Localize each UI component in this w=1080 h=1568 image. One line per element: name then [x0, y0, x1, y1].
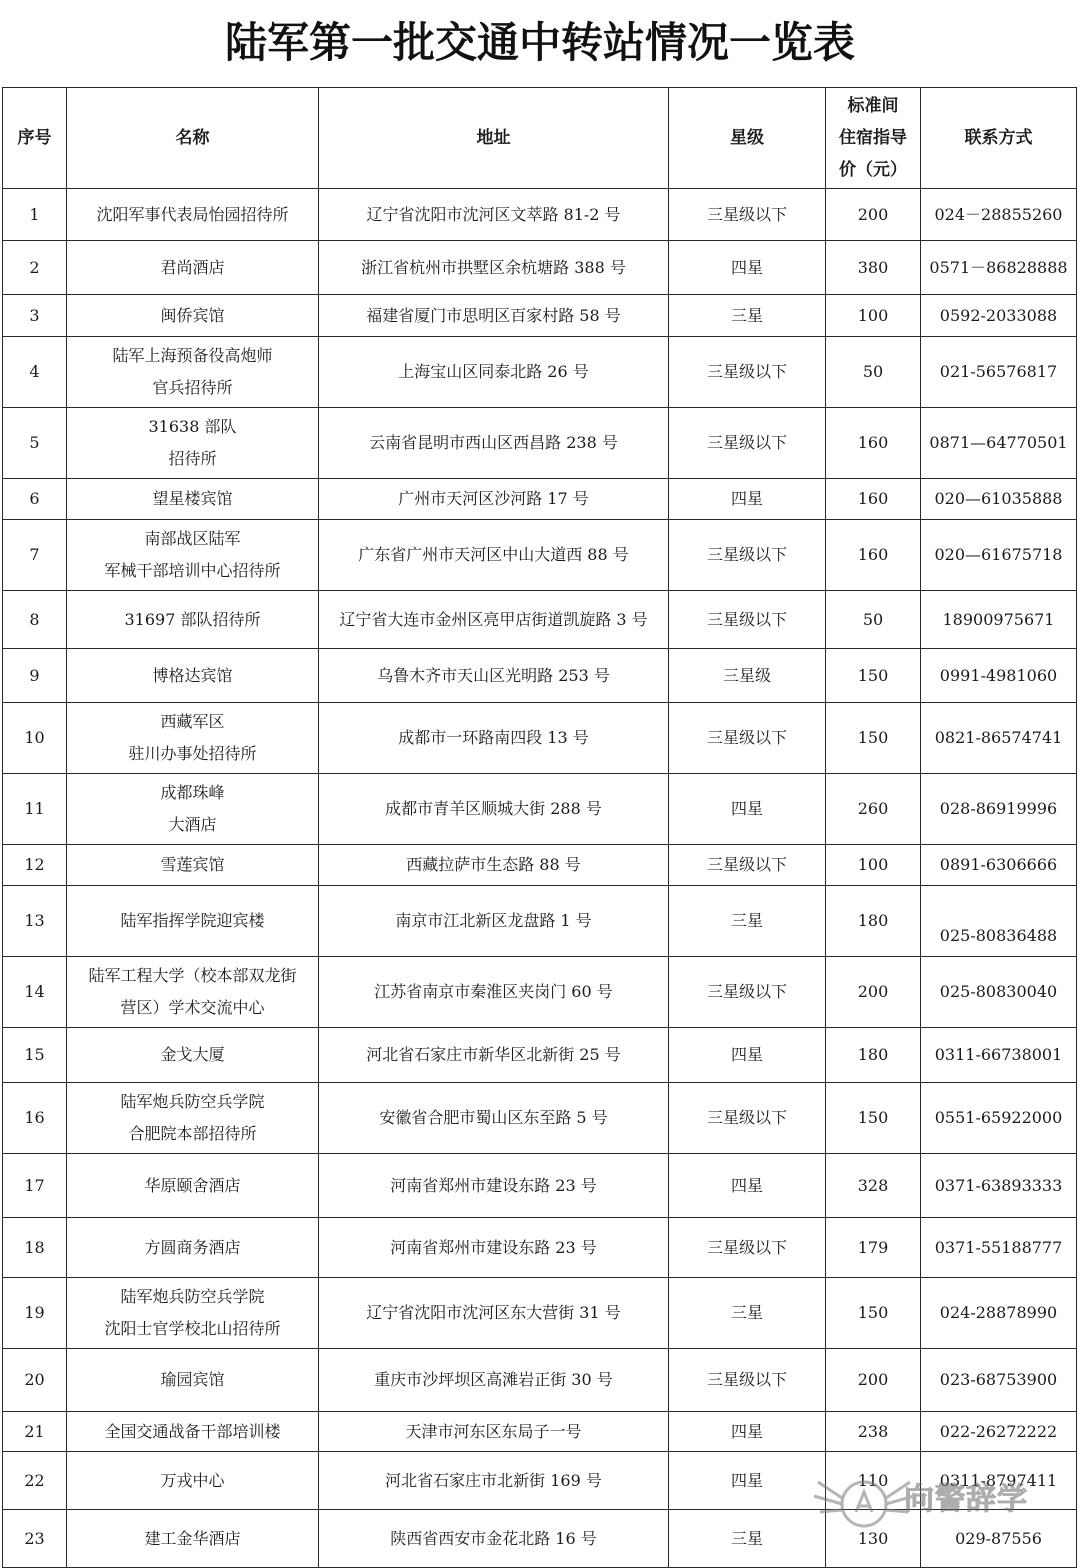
- table-row: [3, 479, 1077, 520]
- cell-address: 河北省石家庄市新华区北新街 25 号: [319, 1028, 669, 1083]
- cell-address: 陕西省西安市金花北路 16 号: [319, 1510, 669, 1568]
- cell-contact: 028-86919996: [921, 774, 1077, 845]
- cell-index: 9: [3, 649, 67, 703]
- cell-contact: 0871—64770501: [921, 408, 1077, 479]
- cell-name: 万戎中心: [67, 1452, 319, 1510]
- header-contact: 联系方式: [921, 88, 1077, 189]
- cell-address: 西藏拉萨市生态路 88 号: [319, 845, 669, 886]
- cell-contact: 0592-2033088: [921, 295, 1077, 337]
- cell-address: 云南省昆明市西山区西昌路 238 号: [319, 408, 669, 479]
- table-row: [3, 774, 1077, 845]
- table-row: [3, 957, 1077, 1028]
- cell-price: 260: [826, 774, 921, 845]
- cell-address: 河南省郑州市建设东路 23 号: [319, 1218, 669, 1278]
- cell-index: 10: [3, 703, 67, 774]
- cell-name: 31697 部队招待所: [67, 591, 319, 649]
- cell-price: 150: [826, 703, 921, 774]
- cell-price: 200: [826, 189, 921, 241]
- cell-index: 8: [3, 591, 67, 649]
- header-name: 名称: [67, 88, 319, 189]
- cell-contact: 18900975671: [921, 591, 1077, 649]
- cell-rating: 三星级以下: [669, 957, 826, 1028]
- cell-contact: 0891-6306666: [921, 845, 1077, 886]
- table-row: [3, 845, 1077, 886]
- cell-rating: 三星级以下: [669, 408, 826, 479]
- cell-contact: 020—61035888: [921, 479, 1077, 520]
- cell-name: 陆军炮兵防空兵学院 合肥院本部招待所: [67, 1083, 319, 1154]
- cell-index: 13: [3, 886, 67, 957]
- cell-name: 沈阳军事代表局怡园招待所: [67, 189, 319, 241]
- cell-index: 19: [3, 1278, 67, 1349]
- cell-rating: 四星: [669, 241, 826, 295]
- header-row: [3, 88, 1077, 189]
- cell-name: 成都珠峰 大酒店: [67, 774, 319, 845]
- cell-rating: 四星: [669, 1452, 826, 1510]
- header-price: 标准间 住宿指导 价（元）: [826, 88, 921, 189]
- cell-rating: 三星级以下: [669, 520, 826, 591]
- cell-rating: 三星级以下: [669, 1349, 826, 1412]
- cell-name: 闽侨宾馆: [67, 295, 319, 337]
- cell-name: 南部战区陆军 军械干部培训中心招待所: [67, 520, 319, 591]
- cell-price: 130: [826, 1510, 921, 1568]
- cell-address: 南京市江北新区龙盘路 1 号: [319, 886, 669, 957]
- cell-price: 150: [826, 649, 921, 703]
- cell-rating: 三星级以下: [669, 591, 826, 649]
- page-title: 陆军第一批交通中转站情况一览表: [224, 18, 855, 67]
- cell-index: 23: [3, 1510, 67, 1568]
- cell-name: 雪莲宾馆: [67, 845, 319, 886]
- cell-price: 150: [826, 1278, 921, 1349]
- cell-contact: 021-56576817: [921, 337, 1077, 408]
- cell-address: 辽宁省大连市金州区亮甲店街道凯旋路 3 号: [319, 591, 669, 649]
- cell-contact: 024－28855260: [921, 189, 1077, 241]
- cell-address: 上海宝山区同泰北路 26 号: [319, 337, 669, 408]
- cell-address: 江苏省南京市秦淮区夹岗门 60 号: [319, 957, 669, 1028]
- cell-price: 328: [826, 1154, 921, 1218]
- table-row: [3, 591, 1077, 649]
- cell-rating: 三星级以下: [669, 1218, 826, 1278]
- cell-rating: 四星: [669, 774, 826, 845]
- cell-index: 16: [3, 1083, 67, 1154]
- cell-contact: 020—61675718: [921, 520, 1077, 591]
- cell-address: 重庆市沙坪坝区高滩岩正街 30 号: [319, 1349, 669, 1412]
- cell-address: 河南省郑州市建设东路 23 号: [319, 1154, 669, 1218]
- cell-rating: 三星级以下: [669, 189, 826, 241]
- cell-contact: 029-87556: [921, 1510, 1077, 1568]
- table-row: [3, 1452, 1077, 1510]
- cell-price: 179: [826, 1218, 921, 1278]
- table-row: [3, 408, 1077, 479]
- cell-address: 辽宁省沈阳市沈河区东大营街 31 号: [319, 1278, 669, 1349]
- table-row: [3, 1278, 1077, 1349]
- table-row: [3, 1218, 1077, 1278]
- cell-price: 160: [826, 520, 921, 591]
- header-index: 序号: [3, 88, 67, 189]
- table-row: [3, 520, 1077, 591]
- cell-name: 瑜园宾馆: [67, 1349, 319, 1412]
- cell-price: 380: [826, 241, 921, 295]
- cell-index: 1: [3, 189, 67, 241]
- cell-rating: 四星: [669, 1028, 826, 1083]
- table-row: [3, 241, 1077, 295]
- cell-rating: 三星: [669, 1278, 826, 1349]
- cell-name: 31638 部队 招待所: [67, 408, 319, 479]
- cell-price: 160: [826, 408, 921, 479]
- table-row: [3, 1083, 1077, 1154]
- cell-index: 17: [3, 1154, 67, 1218]
- cell-address: 乌鲁木齐市天山区光明路 253 号: [319, 649, 669, 703]
- cell-price: 100: [826, 295, 921, 337]
- cell-address: 天津市河东区东局子一号: [319, 1412, 669, 1452]
- cell-contact: 0571－86828888: [921, 241, 1077, 295]
- cell-name: 建工金华酒店: [67, 1510, 319, 1568]
- cell-index: 20: [3, 1349, 67, 1412]
- cell-contact: 0991-4981060: [921, 649, 1077, 703]
- cell-contact: 024-28878990: [921, 1278, 1077, 1349]
- cell-index: 21: [3, 1412, 67, 1452]
- cell-index: 6: [3, 479, 67, 520]
- cell-address: 辽宁省沈阳市沈河区文萃路 81-2 号: [319, 189, 669, 241]
- cell-rating: 三星级: [669, 649, 826, 703]
- table-row: [3, 886, 1077, 957]
- cell-contact: 0551-65922000: [921, 1083, 1077, 1154]
- cell-address: 福建省厦门市思明区百家村路 58 号: [319, 295, 669, 337]
- cell-rating: 三星级以下: [669, 845, 826, 886]
- cell-address: 浙江省杭州市拱墅区余杭塘路 388 号: [319, 241, 669, 295]
- cell-name: 陆军指挥学院迎宾楼: [67, 886, 319, 957]
- cell-contact: 025-80836488: [921, 886, 1077, 957]
- cell-price: 200: [826, 957, 921, 1028]
- cell-address: 广州市天河区沙河路 17 号: [319, 479, 669, 520]
- cell-address: 成都市一环路南四段 13 号: [319, 703, 669, 774]
- cell-rating: 三星级以下: [669, 337, 826, 408]
- cell-address: 成都市青羊区顺城大街 288 号: [319, 774, 669, 845]
- cell-index: 15: [3, 1028, 67, 1083]
- cell-price: 160: [826, 479, 921, 520]
- table-row: [3, 649, 1077, 703]
- cell-name: 西藏军区 驻川办事处招待所: [67, 703, 319, 774]
- cell-price: 180: [826, 886, 921, 957]
- cell-index: 3: [3, 295, 67, 337]
- cell-rating: 三星: [669, 886, 826, 957]
- table-row: [3, 1412, 1077, 1452]
- table-row: [3, 1154, 1077, 1218]
- cell-name: 华原颐舍酒店: [67, 1154, 319, 1218]
- cell-contact: 023-68753900: [921, 1349, 1077, 1412]
- cell-contact: 0311-8797411: [921, 1452, 1077, 1510]
- cell-price: 200: [826, 1349, 921, 1412]
- table-row: [3, 1349, 1077, 1412]
- cell-index: 4: [3, 337, 67, 408]
- stations-table: [2, 87, 1077, 1568]
- cell-price: 110: [826, 1452, 921, 1510]
- table-row: [3, 337, 1077, 408]
- cell-contact: 0311-66738001: [921, 1028, 1077, 1083]
- table-row: [3, 295, 1077, 337]
- cell-price: 50: [826, 591, 921, 649]
- header-rating: 星级: [669, 88, 826, 189]
- cell-name: 全国交通战备干部培训楼: [67, 1412, 319, 1452]
- cell-index: 7: [3, 520, 67, 591]
- cell-name: 博格达宾馆: [67, 649, 319, 703]
- cell-price: 150: [826, 1083, 921, 1154]
- cell-price: 238: [826, 1412, 921, 1452]
- cell-index: 5: [3, 408, 67, 479]
- cell-rating: 三星级以下: [669, 1083, 826, 1154]
- cell-contact: 0821-86574741: [921, 703, 1077, 774]
- watermark-text: 向警辞学: [904, 1482, 1028, 1517]
- table-row: [3, 189, 1077, 241]
- cell-price: 180: [826, 1028, 921, 1083]
- table-row: [3, 1028, 1077, 1083]
- cell-index: 22: [3, 1452, 67, 1510]
- cell-index: 12: [3, 845, 67, 886]
- cell-rating: 三星: [669, 1510, 826, 1568]
- cell-name: 陆军上海预备役高炮师 官兵招待所: [67, 337, 319, 408]
- header-address: 地址: [319, 88, 669, 189]
- cell-name: 望星楼宾馆: [67, 479, 319, 520]
- cell-address: 安徽省合肥市蜀山区东至路 5 号: [319, 1083, 669, 1154]
- cell-rating: 四星: [669, 1412, 826, 1452]
- cell-contact: 022-26272222: [921, 1412, 1077, 1452]
- cell-name: 方圆商务酒店: [67, 1218, 319, 1278]
- cell-contact: 025-80830040: [921, 957, 1077, 1028]
- cell-price: 100: [826, 845, 921, 886]
- cell-index: 18: [3, 1218, 67, 1278]
- cell-name: 陆军工程大学（校本部双龙街 营区）学术交流中心: [67, 957, 319, 1028]
- cell-contact: 0371-63893333: [921, 1154, 1077, 1218]
- cell-name: 君尚酒店: [67, 241, 319, 295]
- cell-address: 河北省石家庄市北新街 169 号: [319, 1452, 669, 1510]
- cell-address: 广东省广州市天河区中山大道西 88 号: [319, 520, 669, 591]
- cell-name: 陆军炮兵防空兵学院 沈阳士官学校北山招待所: [67, 1278, 319, 1349]
- table-row: [3, 1510, 1077, 1568]
- table-row: [3, 703, 1077, 774]
- cell-index: 14: [3, 957, 67, 1028]
- cell-contact: 0371-55188777: [921, 1218, 1077, 1278]
- cell-name: 金戈大厦: [67, 1028, 319, 1083]
- cell-rating: 三星级以下: [669, 703, 826, 774]
- cell-rating: 四星: [669, 1154, 826, 1218]
- cell-price: 50: [826, 337, 921, 408]
- cell-rating: 三星: [669, 295, 826, 337]
- cell-index: 11: [3, 774, 67, 845]
- cell-index: 2: [3, 241, 67, 295]
- cell-rating: 四星: [669, 479, 826, 520]
